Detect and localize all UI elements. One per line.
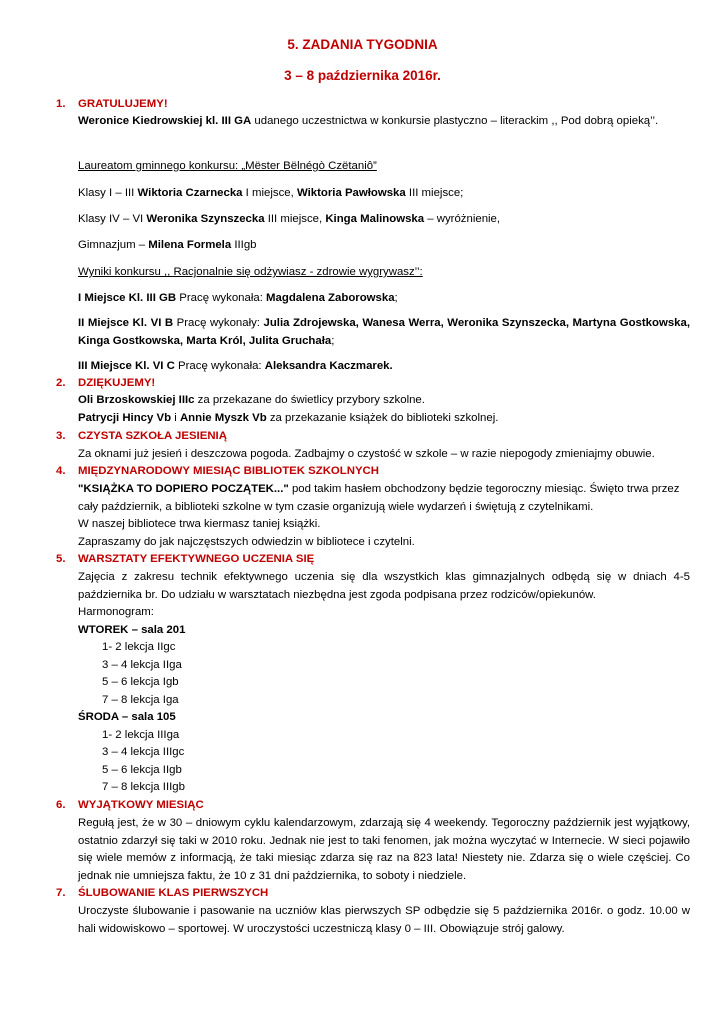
schedule-item: 3 – 4 lekcja IIga (102, 658, 182, 671)
paragraph (78, 113, 690, 131)
text: Klasy I – III (78, 187, 138, 199)
text: I miejsce, (242, 187, 297, 199)
section-1-heading (56, 96, 696, 113)
text: za przekazanie książek do biblioteki szkolnej. (266, 411, 499, 424)
bold-text: III Miejsce Kl. VI C (78, 360, 175, 372)
page-title: 5. ZADANIA TYGODNIA (287, 37, 438, 52)
paragraph: Za oknami już jesień i deszczowa pogoda. Zadbajmy o czystość w szkole – w razie niepogody zmieniajmy obuwie. (78, 448, 655, 460)
section-6-body (78, 815, 690, 885)
schedule-item: 7 – 8 lekcja Iga (102, 693, 179, 706)
section-title: ŚLUBOWANIE KLAS PIERWSZYCH (78, 887, 269, 899)
section-number: 5. (56, 553, 66, 565)
schedule-item: 7 – 8 lekcja IIIgb (102, 781, 185, 793)
paragraph: Harmonogram: (78, 606, 154, 618)
text: Pracę wykonały: (173, 317, 264, 329)
schedule-item: 1- 2 lekcja IIIga (102, 728, 180, 741)
schedule-item: 5 – 6 lekcja IIgb (102, 763, 182, 776)
text: za przekazane do świetlicy przybory szkolne. (194, 394, 425, 406)
bold-name: Magdalena Zaborowska (266, 292, 395, 304)
laureaci-line (78, 158, 690, 176)
bold-name: Wiktoria Czarnecka (137, 187, 243, 199)
bold-name: Milena Formela (148, 239, 232, 251)
day-heading: WTOREK – sala 201 (78, 623, 186, 636)
section-number: 7. (56, 887, 66, 899)
paragraph (78, 481, 690, 516)
bold-text: I Miejsce Kl. III GB (78, 292, 177, 304)
schedule-item: 3 – 4 lekcja IIIgc (102, 746, 185, 758)
klasy-1-3-line (78, 185, 690, 203)
section-5-heading (56, 551, 696, 568)
text: ; (331, 334, 335, 347)
section-number: 1. (56, 98, 66, 110)
bold-name: Wiktoria Pawłowska (296, 187, 406, 199)
section-1-body (78, 113, 690, 131)
schedule-item: 5 – 6 lekcja Igb (102, 676, 179, 688)
section-number: 6. (56, 799, 66, 811)
section-title: DZIĘKUJEMY! (78, 377, 156, 389)
section-2-body (78, 392, 690, 427)
schedule-day-2 (78, 709, 690, 727)
paragraph: Zapraszamy do jak najczęstszych odwiedzin w bibliotece i czytelni. (78, 535, 415, 548)
text: IIIgb (231, 239, 257, 251)
wyniki-line (78, 264, 690, 282)
section-title: MIĘDZYNARODOWY MIESIĄC BIBLIOTEK SZKOLNYCH (78, 465, 380, 477)
miejsce-1-line (78, 290, 690, 308)
paragraph: Zajęcia z zakresu technik efektywnego uczenia się dla wszystkich klas gimnazjalnych odbędą się w dniach 4-5 października br. Do udziału w warsztatach niezbędna jest zgoda podpisana przez rodziców/opiekunów. (78, 571, 690, 601)
section-number: 2. (56, 377, 66, 389)
section-2-heading (56, 375, 696, 392)
schedule-day-1 (78, 622, 690, 640)
bold-name: Annie Myszk Vb (179, 411, 267, 424)
section-3-body (78, 446, 690, 464)
bold-name: Patrycji Hincy Vb (78, 411, 172, 424)
section-5-body (78, 569, 690, 797)
section-title: WYJĄTKOWY MIESIĄC (78, 799, 204, 811)
bold-text: II Miejsce Kl. VI B (78, 317, 174, 329)
section-4-body (78, 481, 690, 551)
section-title: WARSZTATY EFEKTYWNEGO UCZENIA SIĘ (78, 553, 315, 565)
gimnazjum-line (78, 237, 690, 255)
bold-name: Weronice Kiedrowskiej kl. III GA (78, 115, 252, 127)
paragraph: Regułą jest, że w 30 – dniowym cyklu kalendarzowym, zdarzają się 4 weekendy. Tegoroczny październik jest wyjątkowy, ostatnio zdarzył się taki w 2010 roku. Jednak nie jest to taki fenomen, jak można wyczytać w Internecie. W sieci pojawiło się wiele memów z informacją, że taki miesiąc zdarza się raz na 823 lata! Niestety nie. Zdarza się o wiele częściej. Co jednak nie umniejsza faktu, że 10 z 31 dni października, to soboty i niedziele. (78, 817, 690, 882)
paragraph (78, 410, 690, 428)
text: Pracę wykonała: (176, 292, 267, 304)
text: Gimnazjum – (78, 239, 149, 251)
bold-name: Weronika Szynszecka (146, 213, 265, 225)
text: III miejsce; (405, 187, 464, 199)
section-number: 3. (56, 430, 66, 442)
section-3-heading (56, 428, 696, 445)
text: i (171, 411, 180, 424)
section-4-heading (56, 463, 696, 480)
bold-name: Aleksandra Kaczmarek. (264, 360, 393, 372)
text: Pracę wykonała: (174, 360, 265, 372)
text: ; (394, 292, 398, 304)
paragraph: Uroczyste ślubowanie i pasowanie na uczniów klas pierwszych SP odbędzie się 5 października 2016r. o godz. 10.00 w hali widowiskowo – sportowej. W uroczystości uczestniczą klasy 0 – III. Obowiązuje strój galowy. (78, 905, 690, 935)
text: III miejsce, (264, 213, 326, 225)
paragraph (78, 392, 690, 410)
paragraph: W naszej bibliotece trwa kiermasz taniej książki. (78, 518, 321, 530)
underlined-text: Wyniki konkursu ,, Racjonalnie się odżywiasz - zdrowie wygrywasz’’: (78, 266, 423, 278)
klasy-4-6-line (78, 211, 690, 229)
schedule-item: 1- 2 lekcja IIgc (102, 641, 176, 653)
bold-name: Kinga Malinowska (325, 213, 425, 225)
text: udanego uczestnictwa w konkursie plastyczno – literackim ,, Pod dobrą opieką’’. (251, 115, 659, 127)
day-heading: ŚRODA – sala 105 (78, 711, 176, 723)
bold-names: Julia Zdrojewska, Wanesa Werra, Weronika Szynszecka, Martyna Gostkowska, Kinga Gostkowska, Marta Król, Julita Gruchała (78, 317, 690, 347)
miejsce-3-line (78, 358, 690, 376)
bold-name: Oli Brzoskowskiej IIIc (78, 394, 195, 406)
text: pod takim hasłem obchodzony będzie tegoroczny miesiąc. Święto trwa przez cały październik, a biblioteki szkolne w tym czasie organizują wiele wydarzeń i świętują z czytelnikami. (78, 483, 680, 513)
bold-quote: "KSIĄŻKA TO DOPIERO POCZĄTEK..." (78, 483, 289, 495)
page-date: 3 – 8 października 2016r. (284, 68, 441, 83)
section-7-body (78, 903, 690, 938)
text: – wyróżnienie, (424, 213, 501, 225)
underlined-text: Laureatom gminnego konkursu: „Mëster Bëlnégò Czëtaniô” (78, 160, 377, 172)
text: Klasy IV – VI (78, 213, 147, 225)
section-number: 4. (56, 465, 66, 477)
section-7-heading (56, 885, 696, 902)
section-title: GRATULUJEMY! (78, 98, 168, 110)
section-6-heading (56, 797, 696, 814)
miejsce-2-line (78, 315, 690, 350)
section-title: CZYSTA SZKOŁA JESIENIĄ (78, 430, 227, 442)
